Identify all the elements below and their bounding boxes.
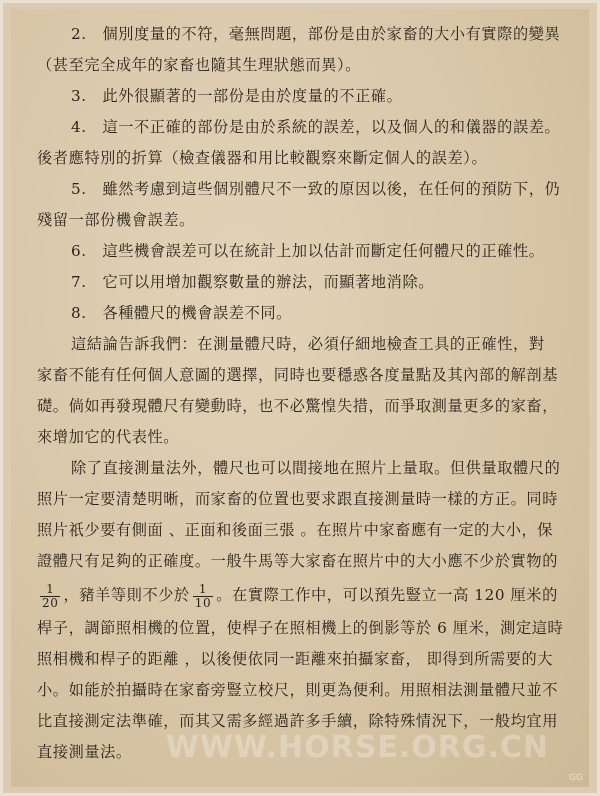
text-line: 比直接測定法準確，而其又需多經過許多手續，除特殊情況下，一般均宜用 [37,712,558,730]
text-line: 來增加它的代表性。 [37,428,180,446]
scanned-page [11,9,589,787]
text-line: 小。如能於拍攝時在家畜旁豎立校尺，則更為便利。用照相法測量體尺並不 [37,681,558,699]
text-line: 證體尺有足夠的正確度。一般牛馬等大家畜在照片中的大小應不少於實物的 [37,552,558,570]
text-line: 8. 各種體尺的機會誤差不同。 [71,304,292,322]
fraction-denominator: 20 [42,595,59,610]
text-line: 5. 雖然考慮到這些個別體尺不一致的原因以後，在任何的預防下，仍 [71,180,561,198]
fraction-denominator: 10 [194,595,212,610]
fraction-line-middle: ，豬羊等則不少於 [63,586,190,604]
fraction-1-10 [193,583,213,610]
fraction-line [37,577,577,613]
text-line: 除了直接測量法外，體尺也可以間接地在照片上量取。但供量取體尺的 [71,459,561,477]
text-line: 照片祇少要有側面 、正面和後面三張 。在照片中家畜應有一定的大小，保 [37,521,554,539]
corner-mark: GG [569,773,583,783]
text-line: 桿子，調節照相機的位置，使桿子在照相機上的倒影等於 6 厘米，測定這時 [37,619,564,637]
text-line: 3. 此外很顯著的一部份是由於度量的不正確。 [71,87,403,105]
fraction-numerator: 1 [40,583,60,597]
fraction-numerator: 1 [193,583,213,597]
text-line: 後者應特別的折算（檢查儀器和用比較觀察來斷定個人的誤差）。 [37,149,488,167]
text-line: 照片一定要清楚明晰，而家畜的位置也要求跟直接測量時一樣的方正。同時 [37,490,558,508]
text-line: 4. 這一不正確的部份是由於系統的誤差，以及個人的和儀器的誤差。 [71,118,561,136]
text-line: （甚至完全成年的家畜也隨其生理狀態而異）。 [37,56,361,74]
fraction-line-after: 。在實際工作中，可以預先豎立一高 120 厘米的 [216,586,558,604]
text-line: 2. 個別度量的不符，毫無問題，部份是由於家畜的大小有實際的變異 [71,25,561,43]
text-line: 礎。倘如再發現體尺有變動時，也不必驚惶失措，而爭取測量更多的家畜， [37,397,558,415]
text-line: 直接測量法。 [37,743,132,761]
text-line: 這結論告訴我們：在測量體尺時，必須仔細地檢查工具的正確性，對 [71,335,545,353]
text-line: 6. 這些機會誤差可以在統計上加以估計而斷定任何體尺的正確性。 [71,242,545,260]
text-line: 7. 它可以用增加觀察數量的辦法，而顯著地消除。 [71,273,435,291]
fraction-1-20 [40,583,60,610]
body-text [37,19,577,768]
text-line: 殘留一部份機會誤差。 [37,211,195,229]
watermark: WWW.HORSE.ORG.CN [165,730,549,765]
text-line: 照相機和桿子的距離 ，以後便依同一距離來拍攝家畜， 即得到所需要的大 [37,650,554,668]
text-line: 家畜不能有任何個人意圖的選擇，同時也要穩惑各度量點及其內部的解剖基 [37,366,558,384]
